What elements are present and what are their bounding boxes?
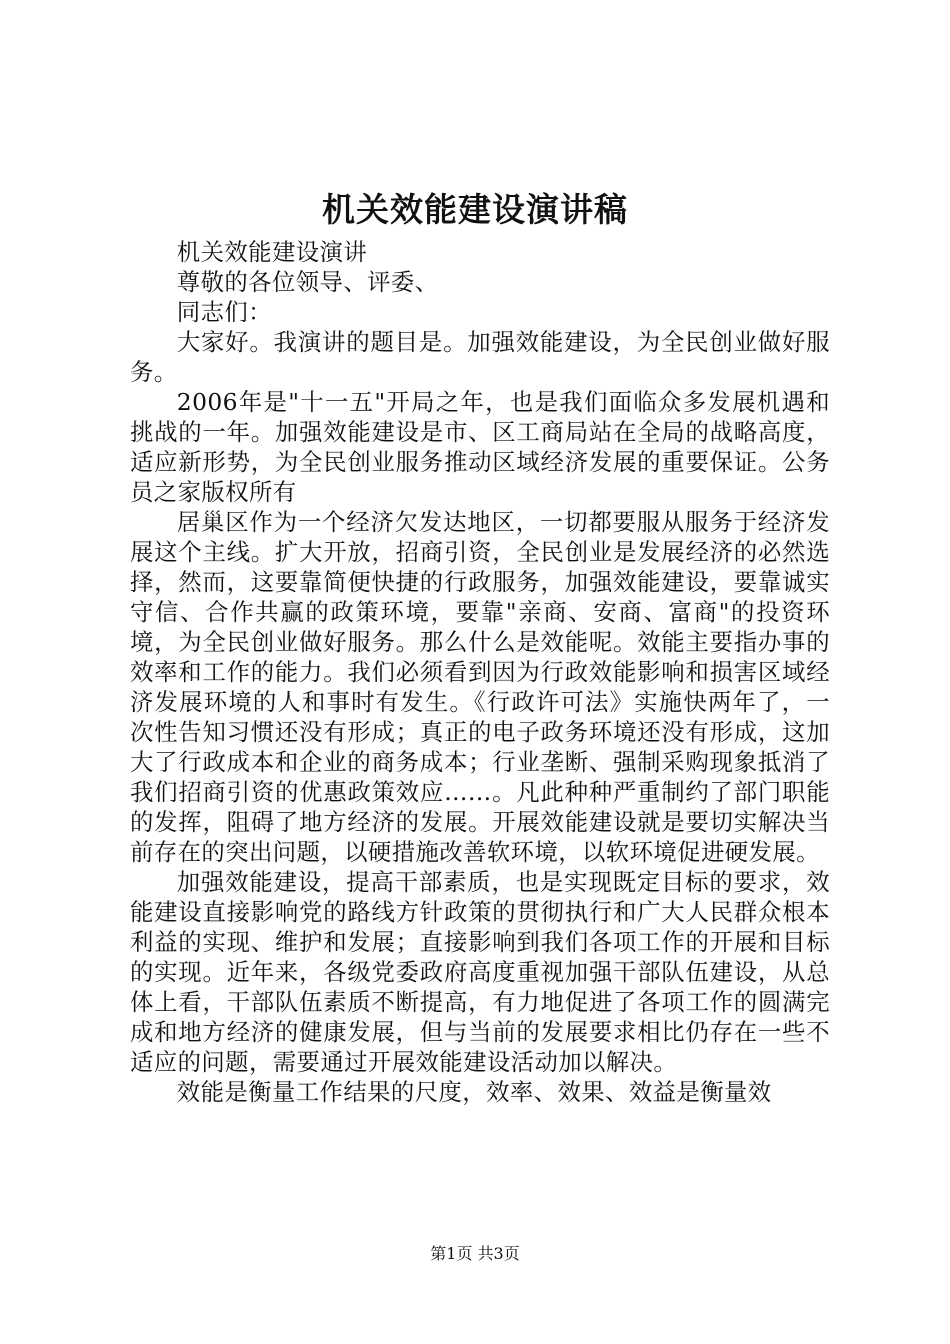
paragraph-salutation-2: 同志们： — [176, 298, 272, 326]
paragraph-body: 加强效能建设，提高干部素质，也是实现既定目标的要求，效能建设直接影响党的路线方针政策的贯彻执行和广大人民群众根本利益的实现、维护和发展；直接影响到我们各项工作的开展和目标的实现。近年来，各级党委政府高度重视加强干部队伍建设，从总体上看，干部队伍素质不断提高，有力地促进了各项工作的圆满完成和地方经济的健康发展，但与当前的发展要求相比仍存在一些不适应的问题，需要通过开展效能建设活动加以解决。 — [130, 868, 830, 1076]
paragraph-body: 效能是衡量工作结果的尺度，效率、效果、效益是衡量效 — [176, 1078, 772, 1106]
document-body — [130, 237, 830, 1107]
paragraph-greeting: 大家好。我演讲的题目是。加强效能建设，为全民创业做好服务。 — [130, 328, 830, 386]
document-title: 机关效能建设演讲稿 — [322, 190, 628, 229]
paragraph-salutation: 尊敬的各位领导、评委、 — [176, 268, 439, 296]
paragraph-body: 2006年是"十一五"开局之年，也是我们面临众多发展机遇和挑战的一年。加强效能建设是市、区工商局站在全局的战略高度，适应新形势，为全民创业服务推动区域经济发展的重要保证。公务员之家版权所有 — [130, 388, 830, 506]
paragraph-heading: 机关效能建设演讲 — [176, 238, 368, 266]
page-number-footer: 第1页 共3页 — [430, 1244, 520, 1263]
paragraph-body: 居巢区作为一个经济欠发达地区，一切都要服从服务于经济发展这个主线。扩大开放，招商引资，全民创业是发展经济的必然选择，然而，这要靠简便快捷的行政服务，加强效能建设，要靠诚实守信、合作共赢的政策环境，要靠"亲商、安商、富商"的投资环境，为全民创业做好服务。那么什么是效能呢。效能主要指办事的效率和工作的能力。我们必须看到因为行政效能影响和损害区域经济发展环境的人和事时有发生。《行政许可法》实施快两年了，一次性告知习惯还没有形成；真正的电子政务环境还没有形成，这加大了行政成本和企业的商务成本；行业垄断、强制采购现象抵消了我们招商引资的优惠政策效应……。凡此种种严重制约了部门职能的发挥，阻碍了地方经济的发展。开展效能建设就是要切实解决当前存在的突出问题，以硬措施改善软环境，以软环境促进硬发展。 — [130, 508, 830, 866]
